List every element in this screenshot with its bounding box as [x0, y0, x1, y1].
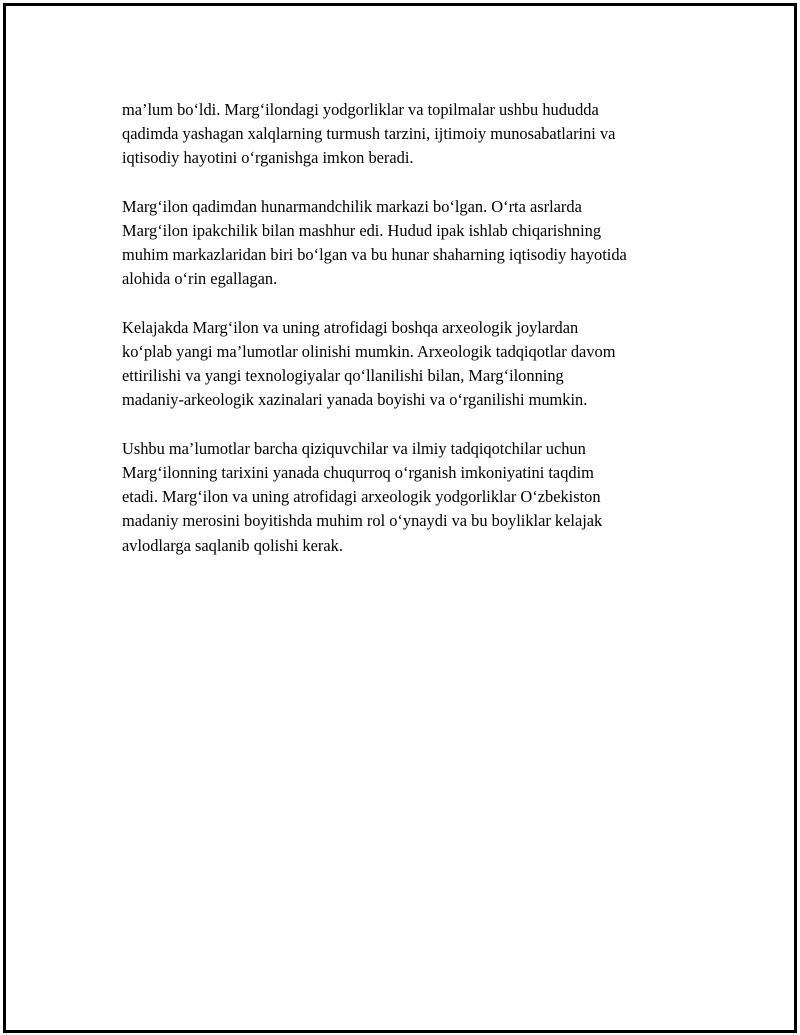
text-line: etadi. Marg‘ilon va uning atrofidagi arxeologik yodgorliklar O‘zbekiston — [122, 487, 601, 507]
text-line: Marg‘ilonning tarixini yanada chuqurroq o‘rganish imkoniyatini taqdim — [122, 463, 594, 482]
text-line: madaniy merosini boyitishda muhim rol o‘ynaydi va bu boyliklar kelajak — [122, 511, 603, 531]
text-line: madaniy-arkeologik xazinalari yanada boyishi va o‘rganilishi mumkin. — [122, 390, 588, 410]
text-line: alohida o‘rin egallagan. — [122, 269, 278, 289]
text-line: qadimda yashagan xalqlarning turmush tarzini, ijtimoiy munosabatlarini va — [122, 124, 616, 144]
text-line: avlodlarga saqlanib qolishi kerak. — [122, 535, 343, 555]
text-line: Kelajakda Marg‘ilon va uning atrofidagi boshqa arxeologik joylardan — [122, 317, 579, 337]
text-line: Ushbu ma’lumotlar barcha qiziquvchilar va ilmiy tadqiqotchilar uchun — [122, 438, 586, 458]
text-line: Marg‘ilon ipakchilik bilan mashhur edi. Hudud ipak ishlab chiqarishning — [122, 221, 602, 240]
text-line: Marg‘ilon qadimdan hunarmandchilik markazi bo‘lgan. O‘rta asrlarda — [122, 196, 582, 216]
document-body — [122, 98, 702, 582]
paragraph-2 — [122, 195, 702, 292]
paragraph-1 — [122, 98, 702, 171]
page-frame — [3, 3, 797, 1033]
paragraph-3 — [122, 316, 702, 413]
text-line: ettirilishi va yangi texnologiyalar qo‘llanilishi bilan, Marg‘ilonning — [122, 366, 564, 386]
text-line: iqtisodiy hayotini o‘rganishga imkon beradi. — [122, 148, 414, 168]
paragraph-4 — [122, 437, 702, 558]
text-line: ma’lum bo‘ldi. Marg‘ilondagi yodgorliklar va topilmalar ushbu hududda — [122, 100, 599, 119]
text-line: muhim markazlaridan biri bo‘lgan va bu hunar shaharning iqtisodiy hayotida — [122, 245, 627, 265]
text-line: ko‘plab yangi ma’lumotlar olinishi mumkin. Arxeologik tadqiqotlar davom — [122, 342, 616, 361]
